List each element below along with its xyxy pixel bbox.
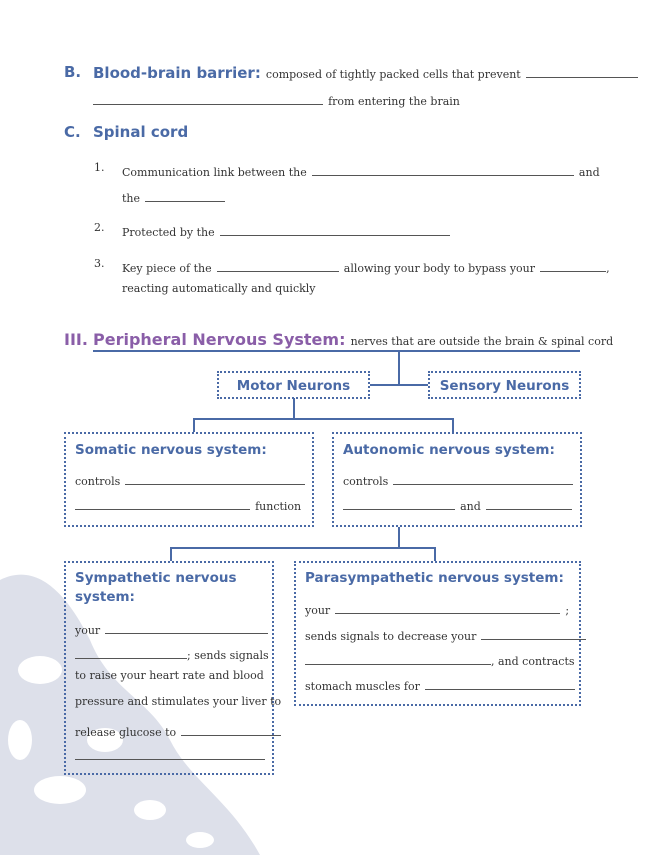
blank-field[interactable] — [305, 654, 491, 665]
connector — [170, 547, 435, 549]
item-number: 2. — [94, 221, 105, 234]
section-iii-numeral: III. — [64, 330, 88, 349]
item-number: 3. — [94, 257, 105, 270]
autonomic-box — [332, 432, 582, 527]
connector — [434, 547, 436, 561]
sympathetic-box — [64, 561, 282, 775]
blank-field[interactable] — [105, 623, 268, 634]
somatic-function-label: function — [255, 500, 302, 513]
connector — [370, 384, 428, 386]
sympathetic-title-line2: system: — [75, 589, 135, 605]
connector — [452, 418, 454, 432]
connector — [193, 418, 453, 420]
connector — [170, 547, 172, 561]
sensory-neurons-box — [428, 371, 581, 399]
sympathetic-your: your — [75, 624, 101, 637]
blank-field[interactable] — [312, 165, 574, 176]
parasympathetic-contracts: , and contracts — [491, 655, 575, 668]
item-text: allowing your body to bypass your — [343, 262, 536, 275]
item-text: and — [578, 166, 600, 179]
somatic-title: Somatic nervous system: — [75, 442, 267, 458]
section-iii-title: Peripheral Nervous System: — [93, 330, 346, 349]
connector — [193, 418, 195, 432]
item-text: , — [606, 262, 610, 275]
blank-field[interactable] — [393, 474, 573, 485]
parasympathetic-semicolon: ; — [565, 604, 570, 617]
somatic-controls-label: controls — [75, 475, 121, 488]
blank-field[interactable] — [335, 603, 560, 614]
autonomic-title: Autonomic nervous system: — [343, 442, 555, 458]
blank-field[interactable] — [220, 225, 450, 236]
blank-field[interactable] — [75, 648, 187, 659]
section-b-title: Blood-brain barrier: — [93, 64, 261, 82]
blank-field[interactable] — [486, 499, 572, 510]
somatic-box — [64, 432, 314, 527]
item-text: Key piece of the — [122, 262, 212, 275]
item-text: Protected by the — [122, 226, 215, 239]
blank-field[interactable] — [75, 749, 265, 760]
parasympathetic-stomach: stomach muscles for — [305, 680, 420, 693]
section-c-letter: C. — [64, 123, 81, 141]
blank-field[interactable] — [93, 94, 323, 105]
sympathetic-raise: to raise your heart rate and blood — [75, 669, 264, 682]
blank-field[interactable] — [425, 679, 575, 690]
section-c-title: Spinal cord — [93, 123, 189, 141]
blank-field[interactable] — [540, 261, 606, 272]
parasympathetic-sends: sends signals to decrease your — [305, 630, 477, 643]
section-b-letter: B. — [64, 63, 82, 81]
underline-rule — [93, 350, 580, 352]
blank-field[interactable] — [181, 725, 281, 736]
blank-field[interactable] — [526, 67, 638, 78]
item-text: Communication link between the — [122, 166, 307, 179]
blank-field[interactable] — [125, 474, 305, 485]
motor-neurons-label: Motor Neurons — [236, 378, 351, 394]
section-b-text-2: from entering the brain — [328, 95, 460, 108]
section-b-text-1: composed of tightly packed cells that prevent — [265, 68, 521, 81]
parasympathetic-your: your — [305, 604, 331, 617]
motor-neurons-box — [217, 371, 370, 399]
item-text: reacting automatically and quickly — [122, 282, 316, 295]
item-text: the — [122, 192, 141, 205]
blank-field[interactable] — [75, 499, 250, 510]
blank-field[interactable] — [145, 191, 225, 202]
sympathetic-release: release glucose to — [75, 726, 177, 739]
parasympathetic-title: Parasympathetic nervous system: — [305, 570, 564, 586]
sympathetic-sends: ; sends signals — [187, 649, 269, 662]
connector — [398, 351, 400, 384]
autonomic-and-label: and — [460, 500, 481, 513]
sympathetic-pressure: pressure and stimulates your liver to — [75, 695, 282, 708]
item-number: 1. — [94, 161, 105, 174]
sensory-neurons-label: Sensory Neurons — [439, 378, 570, 394]
connector — [293, 398, 295, 418]
section-iii-desc: nerves that are outside the brain & spinal cord — [350, 335, 614, 348]
blank-field[interactable] — [217, 261, 339, 272]
connector — [398, 527, 400, 547]
blank-field[interactable] — [481, 629, 586, 640]
autonomic-controls-label: controls — [343, 475, 389, 488]
blank-field[interactable] — [343, 499, 455, 510]
parasympathetic-box — [294, 561, 581, 706]
sympathetic-title: Sympathetic nervous — [75, 570, 237, 586]
